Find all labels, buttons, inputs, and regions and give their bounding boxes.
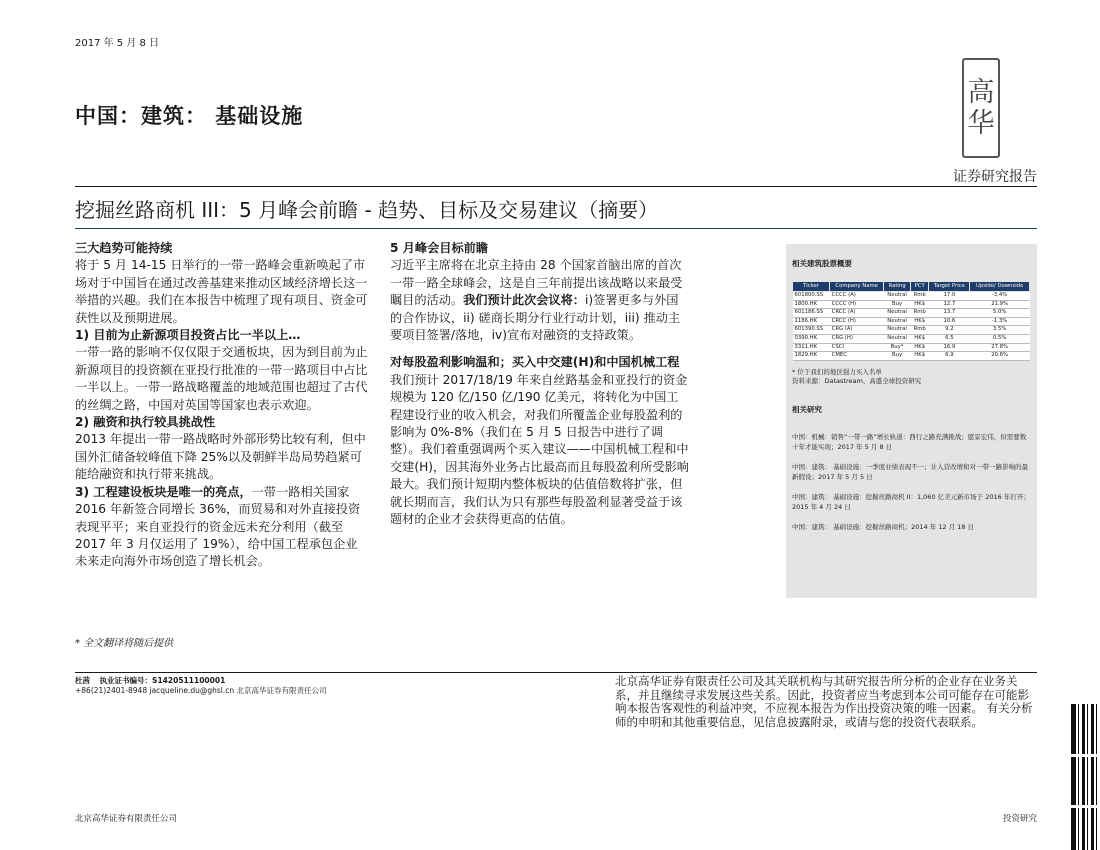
table-cell: HK$ <box>910 300 928 309</box>
table-cell: Neutral <box>884 292 911 301</box>
table-cell: 13.7 <box>929 309 970 318</box>
summit-text-b: i)签署更多与外国的合作协议，ii) 磋商长期分行业行动计划，iii) 推动主要项目签署/落地，iv)宣布对融资的支持政策。 <box>390 293 681 343</box>
table-cell: -3.4% <box>970 292 1030 301</box>
table-cell: Neutral <box>884 326 911 335</box>
table-cell: 10.6 <box>929 317 970 326</box>
middle-column <box>390 240 690 529</box>
table-cell: CRCC (H) <box>830 317 884 326</box>
eps-paragraph: 我们预计 2017/18/19 年来自丝路基金和亚投行的资金规模为 120 亿/150 亿/190 亿美元，将转化为中国工程建设行业的收入机会，对我们所覆盖企业每股盈利的影响为 0%-8%（我们在 5 月 5 日报告中进行了调整）。我们着重强调两个买入建议——中国机械工程和中交建(H)，因其海外业务占比最高而且每股盈利所受影响最大。我们预计短期内整体板块的估值倍数将扩张，但就长期而言，我们认为只有那些每股盈利显著受益于该题材的企业才会获得更高的估值。 <box>390 372 689 527</box>
table-cell: 3311.HK <box>793 343 830 352</box>
table-cell: 1829.HK <box>793 352 830 361</box>
table-row <box>793 309 1030 318</box>
related-item: 中国：建筑： 基础设施：挖掘丝路商机 II：1,060 亿美元新市场于 2016 年打开；2015 年 4 月 24 日 <box>792 493 1030 511</box>
table-row <box>793 352 1030 361</box>
analyst-license: 执业证书编号：S1420511100001 <box>99 676 226 685</box>
table-cell: HK$ <box>910 334 928 343</box>
footer-divider <box>75 672 1037 673</box>
summit-paragraph <box>390 257 690 344</box>
table-cell: Neutral <box>884 334 911 343</box>
table-cell: 601800.SS <box>793 292 830 301</box>
top-divider <box>75 186 1037 187</box>
table-cell: HK$ <box>910 352 928 361</box>
report-date: 2017 年 5 月 8 日 <box>75 38 160 49</box>
table-cell: 6.5 <box>929 334 970 343</box>
table-cell: CMEC <box>830 352 884 361</box>
table-cell: HK$ <box>910 317 928 326</box>
left-column <box>75 240 369 571</box>
table-body <box>793 292 1030 361</box>
table-cell: Neutral <box>884 309 911 318</box>
table-row <box>793 292 1030 301</box>
table-cell: HK$ <box>910 343 928 352</box>
table-cell: -1.3% <box>970 317 1030 326</box>
point3-body: 一带一路相关国家 2016 年新签合同增长 36%，而贸易和对外直接投资表现平平；来自亚投行的资金远未充分利用（截至 2017 年 3 月仅运用了 19%），给中国工程承包企业未来走向海外市场创造了增长机会。 <box>75 484 361 569</box>
report-title: 挖掘丝路商机 III：5 月峰会前瞻 - 趋势、目标及交易建议（摘要） <box>75 198 659 222</box>
table-cell: Buy* <box>884 343 911 352</box>
section-heading-summit: 5 月峰会目标前瞻 <box>390 241 489 255</box>
table-cell: CCCC (H) <box>830 300 884 309</box>
table-row <box>793 300 1030 309</box>
footer-category: 投资研究 <box>1002 814 1037 824</box>
table-cell: 12.7 <box>929 300 970 309</box>
column-header: Target Price <box>929 282 970 292</box>
table-cell: 3.5% <box>970 326 1030 335</box>
table-cell: CRCC (A) <box>830 309 884 318</box>
table-cell: 16.9 <box>929 343 970 352</box>
summit-text-a: 习近平主席将在北京主持由 28 个国家首脑出席的首次一带一路全球峰会，这是自三年前提出该战略以来最受瞩目的活动。 <box>390 258 683 308</box>
table-header-row <box>793 282 1030 292</box>
sidebar-panel <box>786 244 1037 598</box>
table-source: 资料来源：Datastream、高盛全球投资研究 <box>792 377 922 385</box>
related-item: 中国：建筑： 基础设施：挖掘丝路商机；2014 年 12 月 18 日 <box>792 523 974 531</box>
table-cell: Rmb <box>910 292 928 301</box>
stock-table <box>792 281 1030 361</box>
point1-body: 一带一路的影响不仅仅限于交通板块，因为到目前为止新源项目的投资额在亚投行批准的一带一路项目中占比一半以上。一带一路战略覆盖的地域范围也超过了古代的丝绸之路，中国对英国等国家也表示欢迎。 <box>75 345 368 412</box>
related-research-list <box>792 432 1032 542</box>
table-cell: Buy <box>884 300 911 309</box>
footer-company: 北京高华证券有限责任公司 <box>75 814 178 824</box>
related-research-title: 相关研究 <box>792 405 822 414</box>
table-cell: 17.0 <box>929 292 970 301</box>
table-cell: Neutral <box>884 317 911 326</box>
logo-char-2: 华 <box>967 108 995 139</box>
table-cell: 27.8% <box>970 343 1030 352</box>
table-row <box>793 317 1030 326</box>
report-type: 证券研究报告 <box>953 169 1037 185</box>
table-cell: 601186.SS <box>793 309 830 318</box>
point2-heading: 2) 融资和执行较具挑战性 <box>75 415 216 430</box>
table-notes <box>792 368 921 386</box>
table-cell: 21.9% <box>970 300 1030 309</box>
related-item: 中国：机械：销售“一带一路”增长轨道：西行之路充满挑战；愿景宏伟，但需要数十年才能实现；2017 年 5 月 8 日 <box>792 433 1027 451</box>
point3-heading: 3) 工程建设板块是唯一的亮点， <box>75 484 252 499</box>
column-header: Ticker <box>793 282 830 292</box>
table-row <box>793 334 1030 343</box>
qr-code-top <box>1071 704 1100 754</box>
related-item: 中国：建筑： 基础设施：一季度业绩表现不一；计入营改增和对一带一路影响的最新假设；2017 年 5 月 5 日 <box>792 463 1029 481</box>
table-note: * 位于我们的地区强力买入名单 <box>792 368 882 376</box>
table-cell: 0390.HK <box>793 334 830 343</box>
table-cell: CCCC (A) <box>830 292 884 301</box>
logo-char-1: 高 <box>967 76 995 108</box>
table-cell: Rmb <box>910 309 928 318</box>
company-logo <box>962 58 1000 158</box>
analyst-name: 杜茜 <box>75 676 90 685</box>
table-cell: 1800.HK <box>793 300 830 309</box>
sector-title: 中国：建筑： 基础设施 <box>75 104 304 128</box>
table-row <box>793 343 1030 352</box>
qr-code-middle <box>1071 757 1100 805</box>
section-heading-trends: 三大趋势可能持续 <box>75 241 173 255</box>
summit-text-bold: 我们预计此次会议将： <box>463 293 585 308</box>
table-cell: CRG (H) <box>830 334 884 343</box>
translation-footnote: * 全文翻译将随后提供 <box>75 638 174 649</box>
table-cell: 6.9 <box>929 352 970 361</box>
table-cell: 9.2 <box>929 326 970 335</box>
table-cell: 1186.HK <box>793 317 830 326</box>
column-header: PCY <box>910 282 928 292</box>
column-header: Upside/ Downside <box>970 282 1030 292</box>
title-divider <box>75 228 1037 229</box>
table-cell: CSCI <box>830 343 884 352</box>
analyst-info <box>75 676 327 696</box>
column-header: Company Name <box>830 282 884 292</box>
table-cell: Buy <box>884 352 911 361</box>
table-cell: 20.6% <box>970 352 1030 361</box>
point3-paragraph <box>75 484 369 571</box>
table-cell: Rmb <box>910 326 928 335</box>
point1-heading: 1) 目前为止新源项目投资占比一半以上… <box>75 328 301 343</box>
point2-body: 2013 年提出一带一路战略时外部形势比较有利，但中国外汇储备较峰值下降 25%以及朝鲜半岛局势趋紧可能给融资和执行带来挑战。 <box>75 432 366 482</box>
analyst-contact: +86(21)2401-8948 jacqueline.du@ghsl.cn 北京高华证券有限责任公司 <box>75 686 327 695</box>
table-row <box>793 326 1030 335</box>
qr-code-bottom <box>1071 808 1100 850</box>
disclaimer-text: 北京高华证券有限责任公司及其关联机构与其研究报告所分析的企业存在业务关系，并且继续寻求发展这些关系。因此，投资者应当考虑到本公司可能存在可能影响本报告客观性的利益冲突，不应视本报告为作出投资决策的唯一因素。 有关分析师的申明和其他重要信息，见信息披露附录，或请与您的投资代表联系。 <box>615 674 1033 729</box>
table-cell: 5.0% <box>970 309 1030 318</box>
column-header: Rating <box>884 282 911 292</box>
table-cell: CRG (A) <box>830 326 884 335</box>
table-cell: 0.5% <box>970 334 1030 343</box>
intro-paragraph: 将于 5 月 14-15 日举行的一带一路峰会重新唤起了市场对于中国旨在通过改善基建来推动区域经济增长这一举措的兴趣。我们在本报告中梳理了现有项目、资金可获性以及预期进展。 <box>75 258 368 325</box>
stock-table-title: 相关建筑股票概要 <box>792 259 852 268</box>
section-heading-eps: 对每股盈利影响温和；买入中交建(H)和中国机械工程 <box>390 355 680 370</box>
table-cell: 601390.SS <box>793 326 830 335</box>
